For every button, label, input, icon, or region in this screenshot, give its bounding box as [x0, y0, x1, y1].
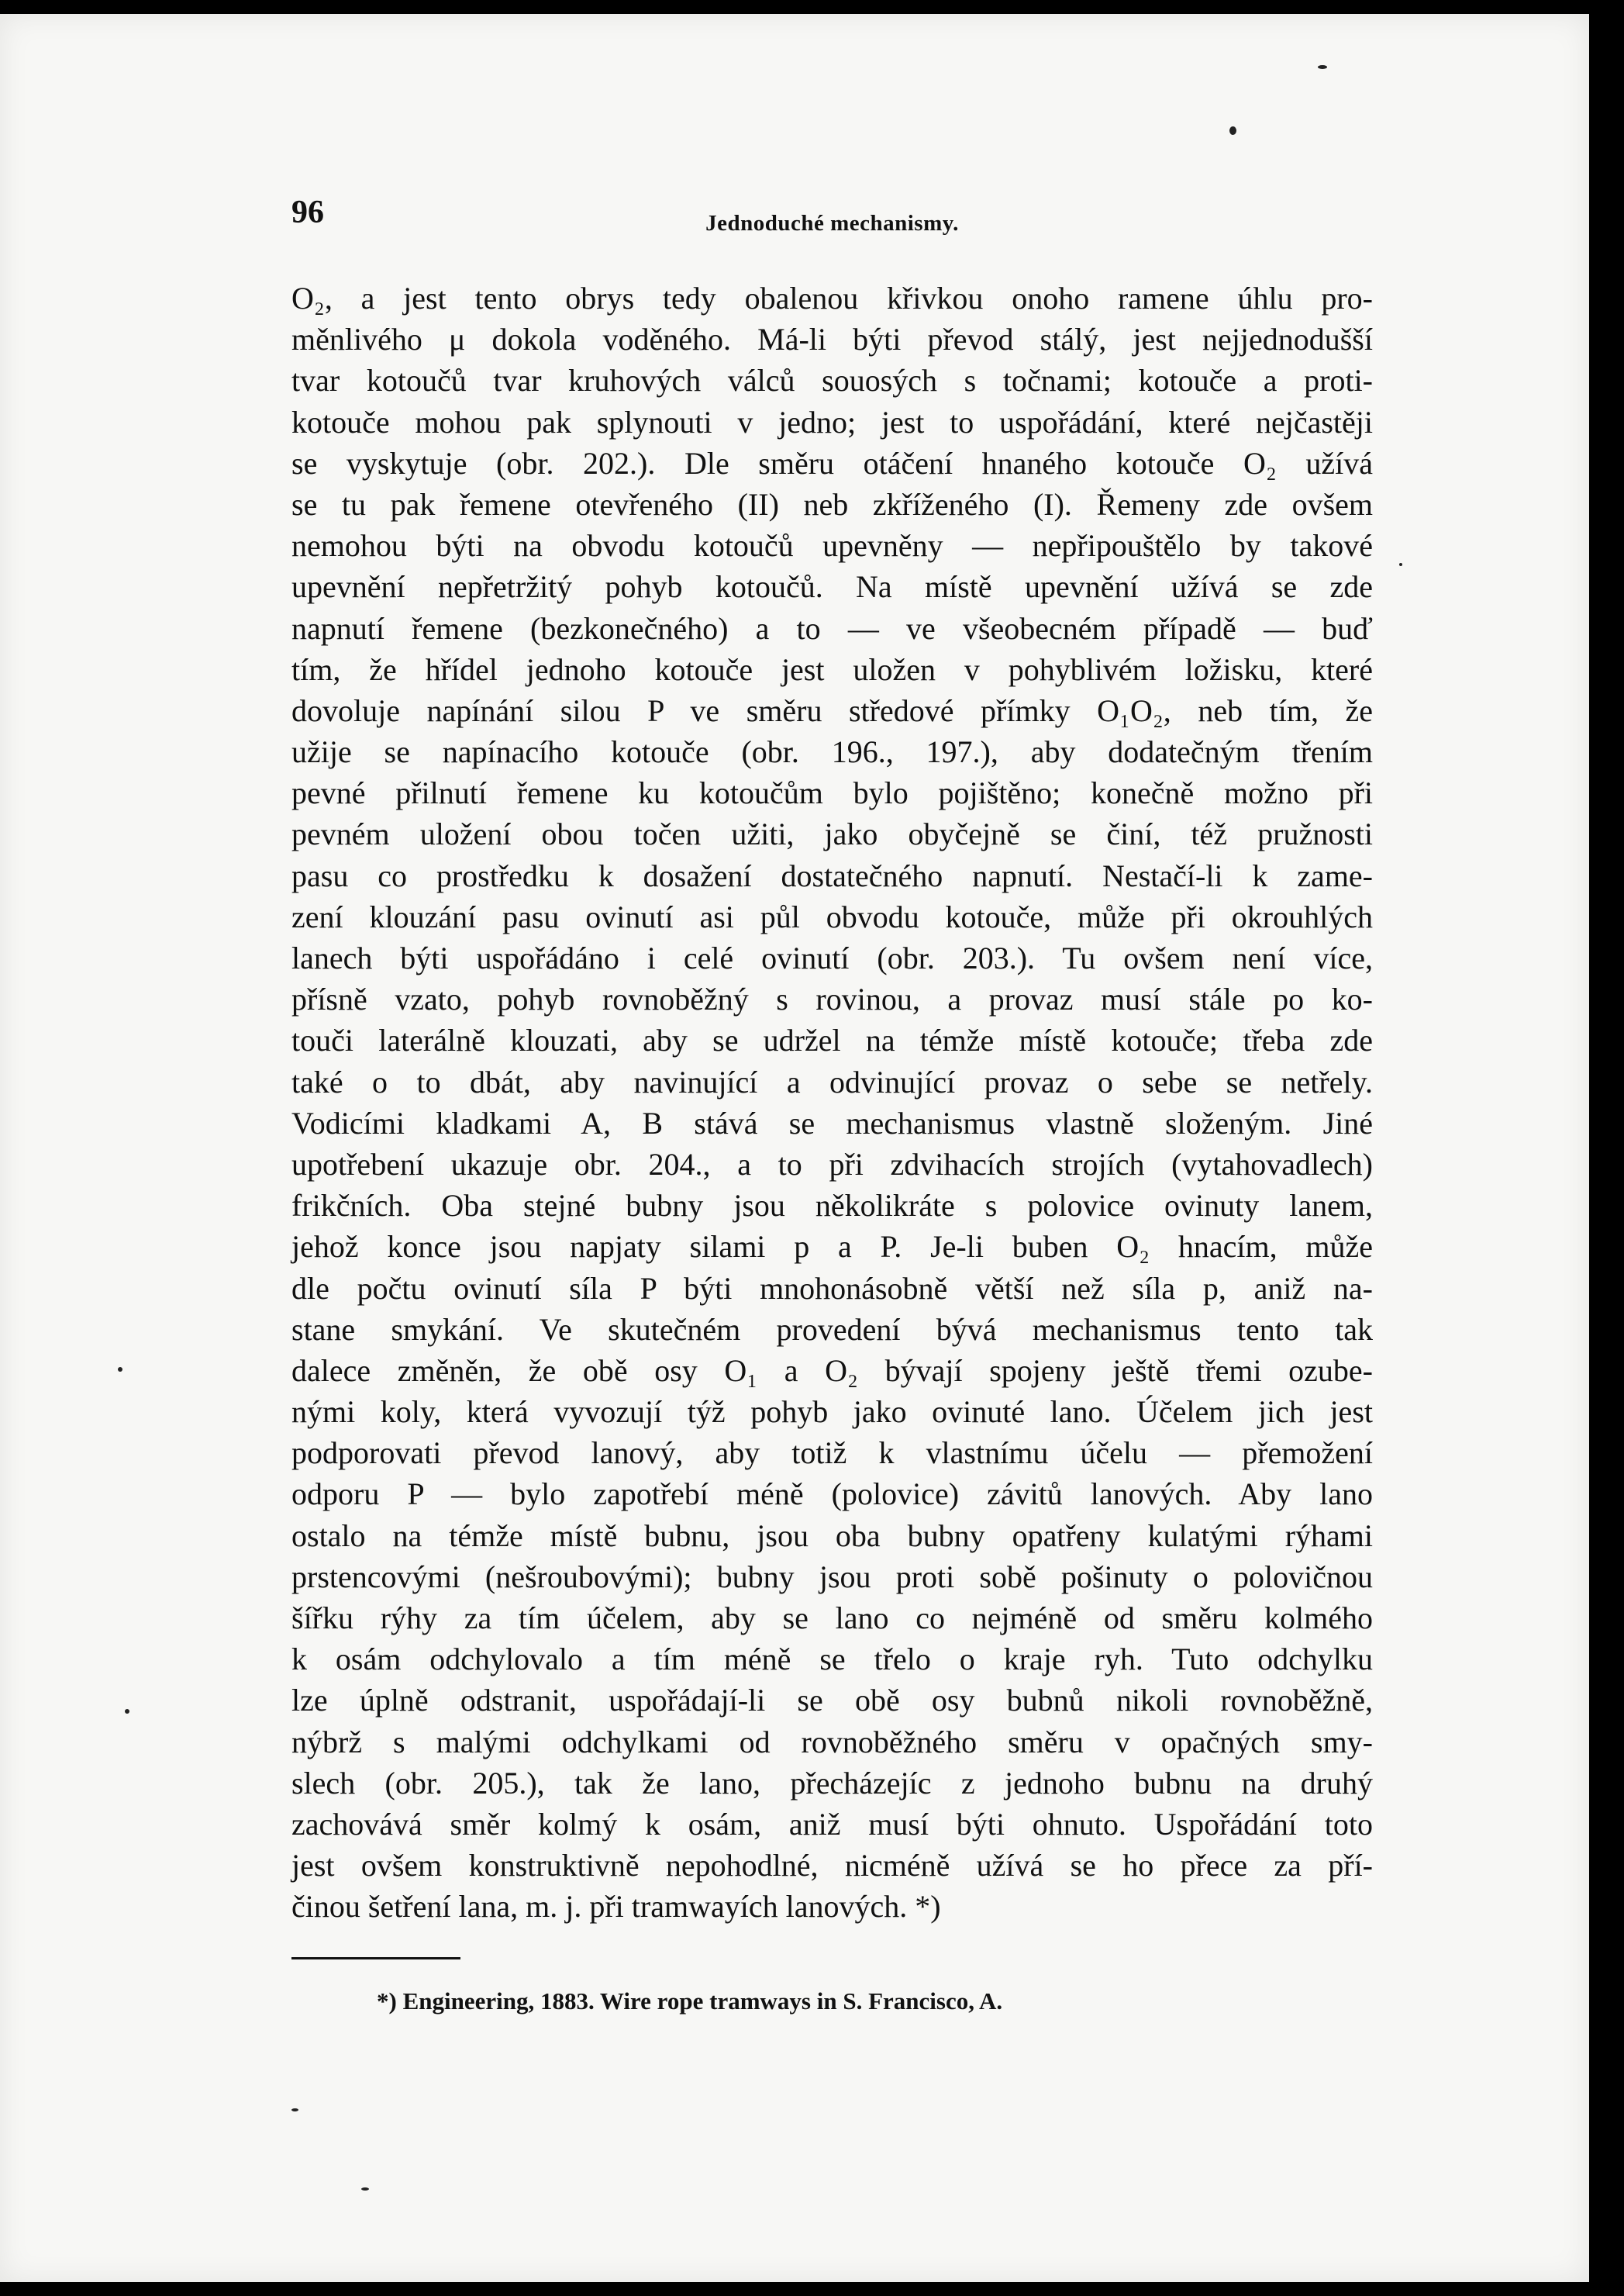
text-line: pasu co prostředku k dosažení dostatečného napnutí. Nestačí-li k zame- — [291, 858, 1373, 893]
text-line: upevnění nepřetržitý pohyb kotoučů. Na místě upevnění užívá se zde — [291, 569, 1373, 605]
text-line: podporovati převod lanový, aby totiž k vlastnímu účelu — přemožení — [291, 1435, 1373, 1471]
dust-speck — [118, 1367, 122, 1372]
dust-speck — [125, 1709, 129, 1714]
text-line: nemohou býti na obvodu kotoučů upevněny — nepřipouštělo by takové — [291, 528, 1373, 564]
body-text — [291, 278, 1373, 1928]
text-line: šířku rýhy za tím účelem, aby se lano co nejméně od směru kolmého — [291, 1600, 1373, 1635]
footnote-divider — [291, 1957, 460, 1959]
dust-speck — [1399, 563, 1402, 566]
running-head: Jednoduché mechanismy. — [705, 211, 959, 236]
text-line: dalece změněn, že obě osy O₁ a O₂ bývají spojeny ještě třemi ozube- — [291, 1352, 1373, 1388]
text-line: napnutí řemene (bezkonečného) a to — ve všeobecném případě — buď — [291, 610, 1373, 646]
text-line: dle počtu ovinutí síla P býti mnohonásobně větší než síla p, aniž na- — [291, 1270, 1373, 1306]
text-line: lanech býti uspořádáno i celé ovinutí (obr. 203.). Tu ovšem není více, — [291, 941, 1373, 975]
text-line: kotouče mohou pak splynouti v jedno; jest to uspořádání, které nejčastěji — [291, 404, 1373, 440]
text-line: tvar kotoučů tvar kruhových válců souosých s točnami; kotouče a proti- — [291, 363, 1373, 399]
dust-speck — [361, 2187, 369, 2191]
text-line: přísně vzato, pohyb rovnoběžný s rovinou, a provaz musí stále po ko- — [291, 982, 1373, 1017]
text-line: zachovává směr kolmý k osám, aniž musí býti ohnuto. Uspořádání toto — [291, 1806, 1373, 1842]
text-line: měnlivého μ dokola voděného. Má-li býti převod stálý, jest nejjednodušší — [291, 322, 1373, 357]
text-line: slech (obr. 205.), tak že lano, přecházejíc z jednoho bubnu na druhý — [291, 1765, 1373, 1801]
dust-speck — [1318, 65, 1327, 69]
text-line: odporu P — bylo zapotřebí méně (polovice) závitů lanových. Aby lano — [291, 1476, 1373, 1512]
text-line: jehož konce jsou napjaty silami p a P. Je-li buben O₂ hnacím, může — [291, 1229, 1373, 1265]
footnote: *) Engineering, 1883. Wire rope tramways in S. Francisco, A. — [377, 1987, 1003, 2015]
text-line: pevném uložení obou točen užiti, jako obyčejně se činí, též pružnosti — [291, 817, 1373, 852]
text-line: Vodicími kladkami A, B stává se mechanismus vlastně složeným. Jiné — [291, 1105, 1373, 1141]
text-line: frikčních. Oba stejné bubny jsou několikráte s polovice ovinuty lanem, — [291, 1188, 1373, 1224]
text-line: také o to dbát, aby navinující a odvinující provaz o sebe se netřely. — [291, 1064, 1373, 1100]
text-line: jest ovšem konstruktivně nepohodlné, nicméně užívá se ho přece za pří- — [291, 1848, 1373, 1883]
text-line: činou šetření lana, m. j. při tramwayích lanových. *) — [291, 1889, 941, 1925]
text-line: nými koly, která vyvozují týž pohyb jako ovinuté lano. Účelem jich jest — [291, 1394, 1373, 1430]
text-line: k osám odchylovalo a tím méně se třelo o kraje ryh. Tuto odchylku — [291, 1642, 1373, 1677]
text-line: stane smykání. Ve skutečném provedení bývá mechanismus tento tak — [291, 1311, 1373, 1347]
text-line: užije se napínacího kotouče (obr. 196., 197.), aby dodatečným třením — [291, 734, 1373, 770]
text-line: se vyskytuje (obr. 202.). Dle směru otáčení hnaného kotouče O₂ užívá — [291, 445, 1373, 481]
dust-speck — [291, 2108, 298, 2111]
text-line: touči laterálně klouzati, aby se udržel na témže místě kotouče; třeba zde — [291, 1023, 1373, 1058]
page-header — [291, 194, 1373, 240]
page-number: 96 — [291, 195, 324, 230]
text-line: prstencovými (nešroubovými); bubny jsou proti sobě pošinuty o polovičnou — [291, 1559, 1373, 1594]
text-line: se tu pak řemene otevřeného (II) neb zkříženého (I). Řemeny zde ovšem — [291, 486, 1373, 522]
text-line: dovoluje napínání silou P ve směru středové přímky O₁O₂, neb tím, že — [291, 692, 1373, 728]
text-line: lze úplně odstranit, uspořádají-li se obě osy bubnů nikoli rovnoběžně, — [291, 1683, 1373, 1718]
text-line: O₂, a jest tento obrys tedy obalenou křivkou onoho ramene úhlu pro- — [291, 281, 1373, 316]
text-line: upotřebení ukazuje obr. 204., a to při zdvihacích strojích (vytahovadlech) — [291, 1146, 1373, 1182]
text-line: tím, že hřídel jednoho kotouče jest uložen v pohyblivém ložisku, které — [291, 651, 1373, 687]
text-line: pevné přilnutí řemene ku kotoučům bylo pojištěno; konečně možno při — [291, 775, 1373, 811]
text-line: ostalo na témže místě bubnu, jsou oba bubny opatřeny kulatými rýhami — [291, 1517, 1373, 1553]
text-line: zení klouzání pasu ovinutí asi půl obvodu kotouče, může při okrouhlých — [291, 899, 1373, 934]
text-line: nýbrž s malými odchylkami od rovnoběžného směru v opačných smy- — [291, 1724, 1373, 1759]
dust-speck — [1229, 126, 1236, 135]
